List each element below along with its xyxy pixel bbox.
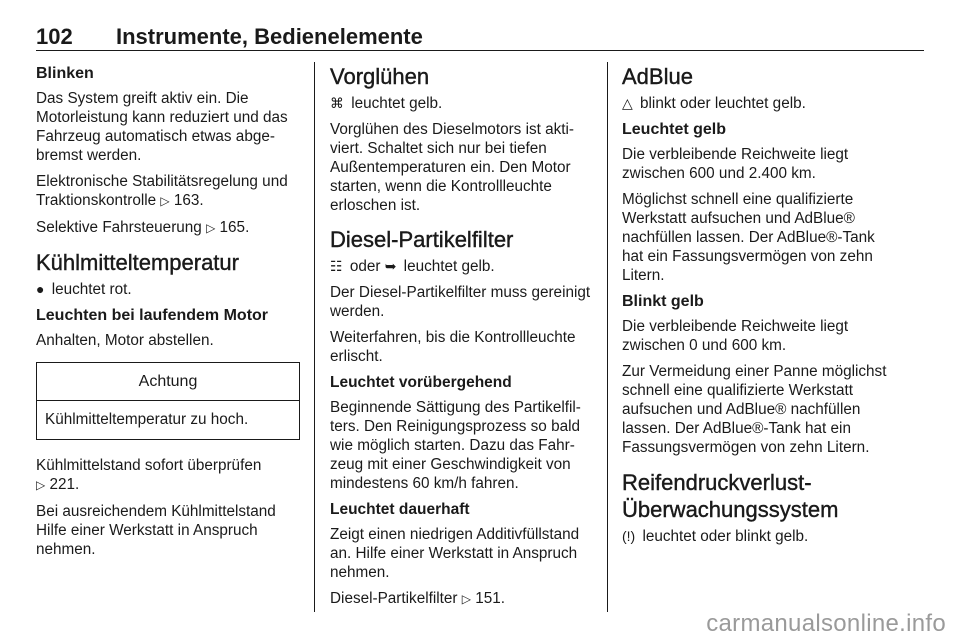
page-reference[interactable]: 163. <box>173 192 204 209</box>
status-line: ⌘ leuchtet gelb. <box>330 95 443 112</box>
section-heading: Leuchtet vorübergehend <box>330 374 512 391</box>
warning-box <box>36 362 300 440</box>
paragraph: Kühlmittelstand sofort überprüfen ▷ 221. <box>36 457 262 493</box>
page-reference[interactable]: 151. <box>475 590 506 607</box>
tire-pressure-icon: (!) <box>622 528 636 544</box>
section-title: AdBlue <box>622 64 693 89</box>
particle-filter-icon: ☷ <box>330 258 343 274</box>
section-heading: Blinkt gelb <box>622 293 704 310</box>
page-number: 102 <box>36 24 73 49</box>
section-heading: Leuchtet dauerhaft <box>330 501 470 518</box>
paragraph: Diesel-Partikelfilter ▷ 151. <box>330 590 506 607</box>
reference-arrow-icon[interactable]: ▷ <box>160 194 170 208</box>
paragraph: Zur Vermeidung einer Panne möglichst schnell eine qualifizierte Werkstatt aufsuchen und AdBlue® nachfüllen lassen. Der AdBlue®-Tank hat ein Fassungsvermögen von zehn Litern. <box>622 363 887 456</box>
section-heading: Leuchten bei laufendem Motor <box>36 307 269 324</box>
watermark: carmanualsonline.info <box>706 610 946 637</box>
column-divider <box>314 62 315 612</box>
paragraph: Elektronische Stabilitätsregelung und Traktionskontrolle ▷ 163. <box>36 173 288 209</box>
paragraph: Vorglühen des Dieselmotors ist aktiviert. Schaltet sich nur bei tiefen Außentemperaturen ein. Den Motor starten, wenn die Kontrollleuchte erloschen ist. <box>330 121 575 214</box>
page-title: Instrumente, Bedienelemente <box>116 24 423 49</box>
status-line: ● leuchtet rot. <box>36 281 132 298</box>
paragraph: Der Diesel-Partikelfilter muss gereinigt werden. <box>330 284 591 320</box>
status-line: (!) leuchtet oder blinkt gelb. <box>622 528 809 545</box>
paragraph: Selektive Fahrsteuerung ▷ 165. <box>36 219 250 236</box>
section-title: Kühlmitteltemperatur <box>36 250 239 275</box>
page-header <box>36 24 924 51</box>
paragraph: Möglichst schnell eine qualifizierte Werkstatt aufsuchen und AdBlue® nachfüllen lassen. Der AdBlue®-Tank hat ein Fassungsvermögen von zehn Litern. <box>622 191 875 284</box>
status-line: △ blinkt oder leuchtet gelb. <box>622 95 806 112</box>
section-title: Diesel-Partikelfilter <box>330 227 514 252</box>
column-3 <box>622 64 888 553</box>
glow-plug-icon: ⌘ <box>330 95 344 111</box>
page-reference[interactable]: 165. <box>219 219 250 236</box>
paragraph: Bei ausreichendem Kühlmittelstand Hilfe einer Werkstatt in Anspruch nehmen. <box>36 503 276 558</box>
paragraph: Das System greift aktiv ein. Die Motorleistung kann reduziert und das Fahrzeug automatisch etwas abgebremst werden. <box>36 90 288 164</box>
section-heading: Blinken <box>36 65 94 82</box>
column-2 <box>330 64 594 616</box>
reference-arrow-icon[interactable]: ▷ <box>461 592 471 606</box>
status-line: ☷ oder ➥ leuchtet gelb. <box>330 258 495 275</box>
column-divider <box>607 62 608 612</box>
page-reference[interactable]: 221. <box>49 476 80 493</box>
column-1 <box>36 64 300 566</box>
reference-arrow-icon[interactable]: ▷ <box>206 221 216 235</box>
section-title: Reifendruckverlust- Überwachungssystem <box>622 470 839 522</box>
section-title: Vorglühen <box>330 64 430 89</box>
paragraph: Zeigt einen niedrigen Additivfüllstand an. Hilfe einer Werkstatt in Anspruch nehmen. <box>330 526 580 581</box>
reference-arrow-icon[interactable]: ▷ <box>36 478 46 492</box>
warning-title: Achtung <box>37 363 299 401</box>
paragraph: Weiterfahren, bis die Kontrollleuchte erlischt. <box>330 329 576 365</box>
paragraph: Die verbleibende Reichweite liegt zwischen 600 und 2.400 km. <box>622 146 849 182</box>
paragraph: Beginnende Sättigung des Partikelfilters. Den Reinigungsprozess so bald wie möglich starten. Dazu das Fahrzeug mit einer Geschwindigkeit von mindestens 60 km/h fahren. <box>330 399 581 492</box>
exhaust-icon: ➥ <box>384 258 397 274</box>
paragraph: Anhalten, Motor abstellen. <box>36 332 214 349</box>
warning-body: Kühlmitteltemperatur zu hoch. <box>45 411 249 428</box>
paragraph: Die verbleibende Reichweite liegt zwischen 0 und 600 km. <box>622 318 849 354</box>
adblue-icon: △ <box>622 95 633 111</box>
section-heading: Leuchtet gelb <box>622 121 727 138</box>
filled-circle-icon: ● <box>36 281 45 297</box>
